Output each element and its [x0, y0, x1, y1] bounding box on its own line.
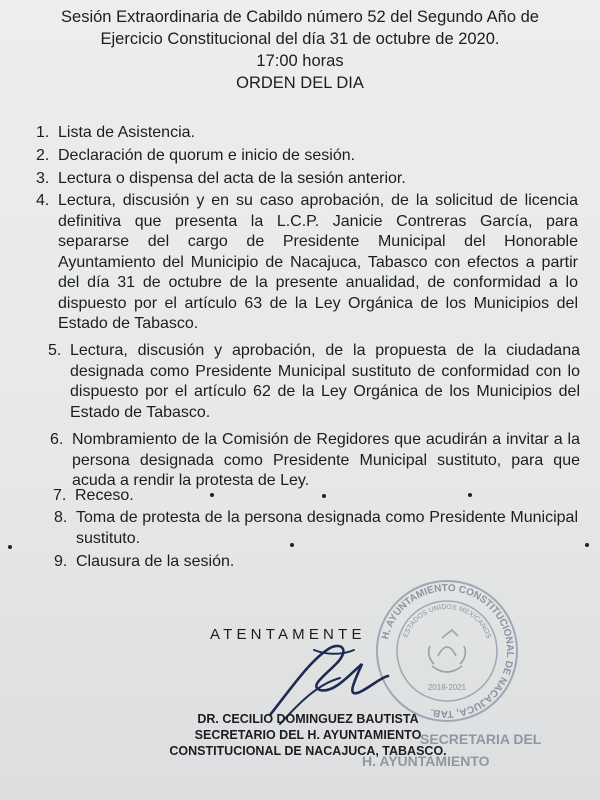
agenda-item-text: Lista de Asistencia. — [58, 124, 195, 141]
agenda-item — [36, 146, 578, 167]
ink-speck — [290, 543, 294, 547]
session-title-line1: Sesión Extraordinaria de Cabildo número 52 del Segundo Año de — [61, 8, 539, 26]
ink-speck — [8, 545, 12, 549]
agenda-item — [54, 508, 578, 549]
ink-speck — [468, 493, 472, 497]
agenda-item-text: Lectura, discusión y aprobación, de la propuesta de la ciudadana designada como Presidente Municipal sustituto de conformidad con lo dispuesto por el artículo 62 de la Ley Orgánica de los Municipios del Estado de Tabasco. — [70, 342, 580, 421]
ink-speck — [585, 543, 589, 547]
agenda-item-text: Nombramiento de la Comisión de Regidores que acudirán a invitar a la persona designada como Presidente Municipal sustituto, para que acuda a rendir la protesta de Ley. — [72, 431, 580, 489]
signature-block — [0, 582, 600, 800]
agenda-item — [36, 191, 578, 335]
session-time: 17:00 horas — [256, 52, 344, 70]
agenda-item-text: Declaración de quorum e inicio de sesión. — [58, 147, 356, 164]
agenda-item-text: Lectura o dispensa del acta de la sesión anterior. — [58, 170, 406, 187]
agenda-item-number: 1. — [36, 124, 50, 141]
stamp-line2: H. AYUNTAMIENTO — [362, 753, 490, 769]
agenda-item-text: Lectura, discusión y en su caso aprobación, de la solicitud de licencia definitiva que presenta la L.C.P. Janicie Contreras García, para separarse del cargo de Presidente Municipal del Honorable Ayuntamiento del Municipio de Nacajuca, Tabasco con efectos a partir del día 31 de octubre de la presente anualidad, de conformidad a lo dispuesto por el artículo 63 de la Ley Orgánica de los Municipios del Estado de Tabasco. — [58, 192, 578, 332]
agenda-item-number: 5. — [48, 342, 62, 359]
agenda-item — [54, 552, 576, 573]
agenda-item — [50, 430, 580, 492]
seal-years: 2018-2021 — [427, 683, 467, 692]
signer-name: DR. CECILIO DOMINGUEZ BAUTISTA — [197, 712, 419, 726]
seal-ring-text: H. AYUNTAMIENTO CONSTITUCIONAL DE NACAJUCA, TAB. — [380, 582, 516, 720]
agenda-item-number: 3. — [36, 170, 50, 187]
agenda-item-text: Clausura de la sesión. — [76, 553, 235, 570]
ink-speck — [322, 494, 326, 498]
closing-salutation: ATENTAMENTE — [210, 626, 366, 643]
svg-text:H. AYUNTAMIENTO CONSTITUCIONAL — [380, 583, 515, 719]
agenda-item-text: Toma de protesta de la persona designada como Presidente Municipal sustituto. — [76, 509, 578, 547]
agenda-title: ORDEN DEL DIA — [236, 74, 364, 92]
document-header — [20, 6, 580, 94]
agenda-item-number: 4. — [36, 192, 50, 209]
agenda-item-text: Receso. — [75, 487, 134, 504]
signer-role-line1: SECRETARIO DEL H. AYUNTAMIENTO — [194, 728, 422, 742]
agenda-item — [36, 123, 578, 144]
seal-inner-text: ESTADOS UNIDOS MEXICANOS — [402, 603, 492, 640]
agenda-item — [48, 341, 580, 423]
agenda-item-number: 8. — [54, 509, 68, 526]
agenda-item-number: 6. — [50, 431, 64, 448]
stamp-line1: SECRETARIA DEL — [420, 731, 542, 747]
agenda-item — [36, 169, 578, 190]
signer-role-line2: CONSTITUCIONAL DE NACAJUCA, TABASCO. — [169, 744, 447, 758]
secretary-stamp — [362, 728, 541, 772]
session-title-line2: Ejercicio Constitucional del día 31 de octubre de 2020. — [100, 30, 500, 48]
agenda-item-number: 7. — [53, 487, 67, 504]
agenda-item-number: 9. — [54, 553, 68, 570]
agenda-item-number: 2. — [36, 147, 50, 164]
ink-speck — [210, 493, 214, 497]
